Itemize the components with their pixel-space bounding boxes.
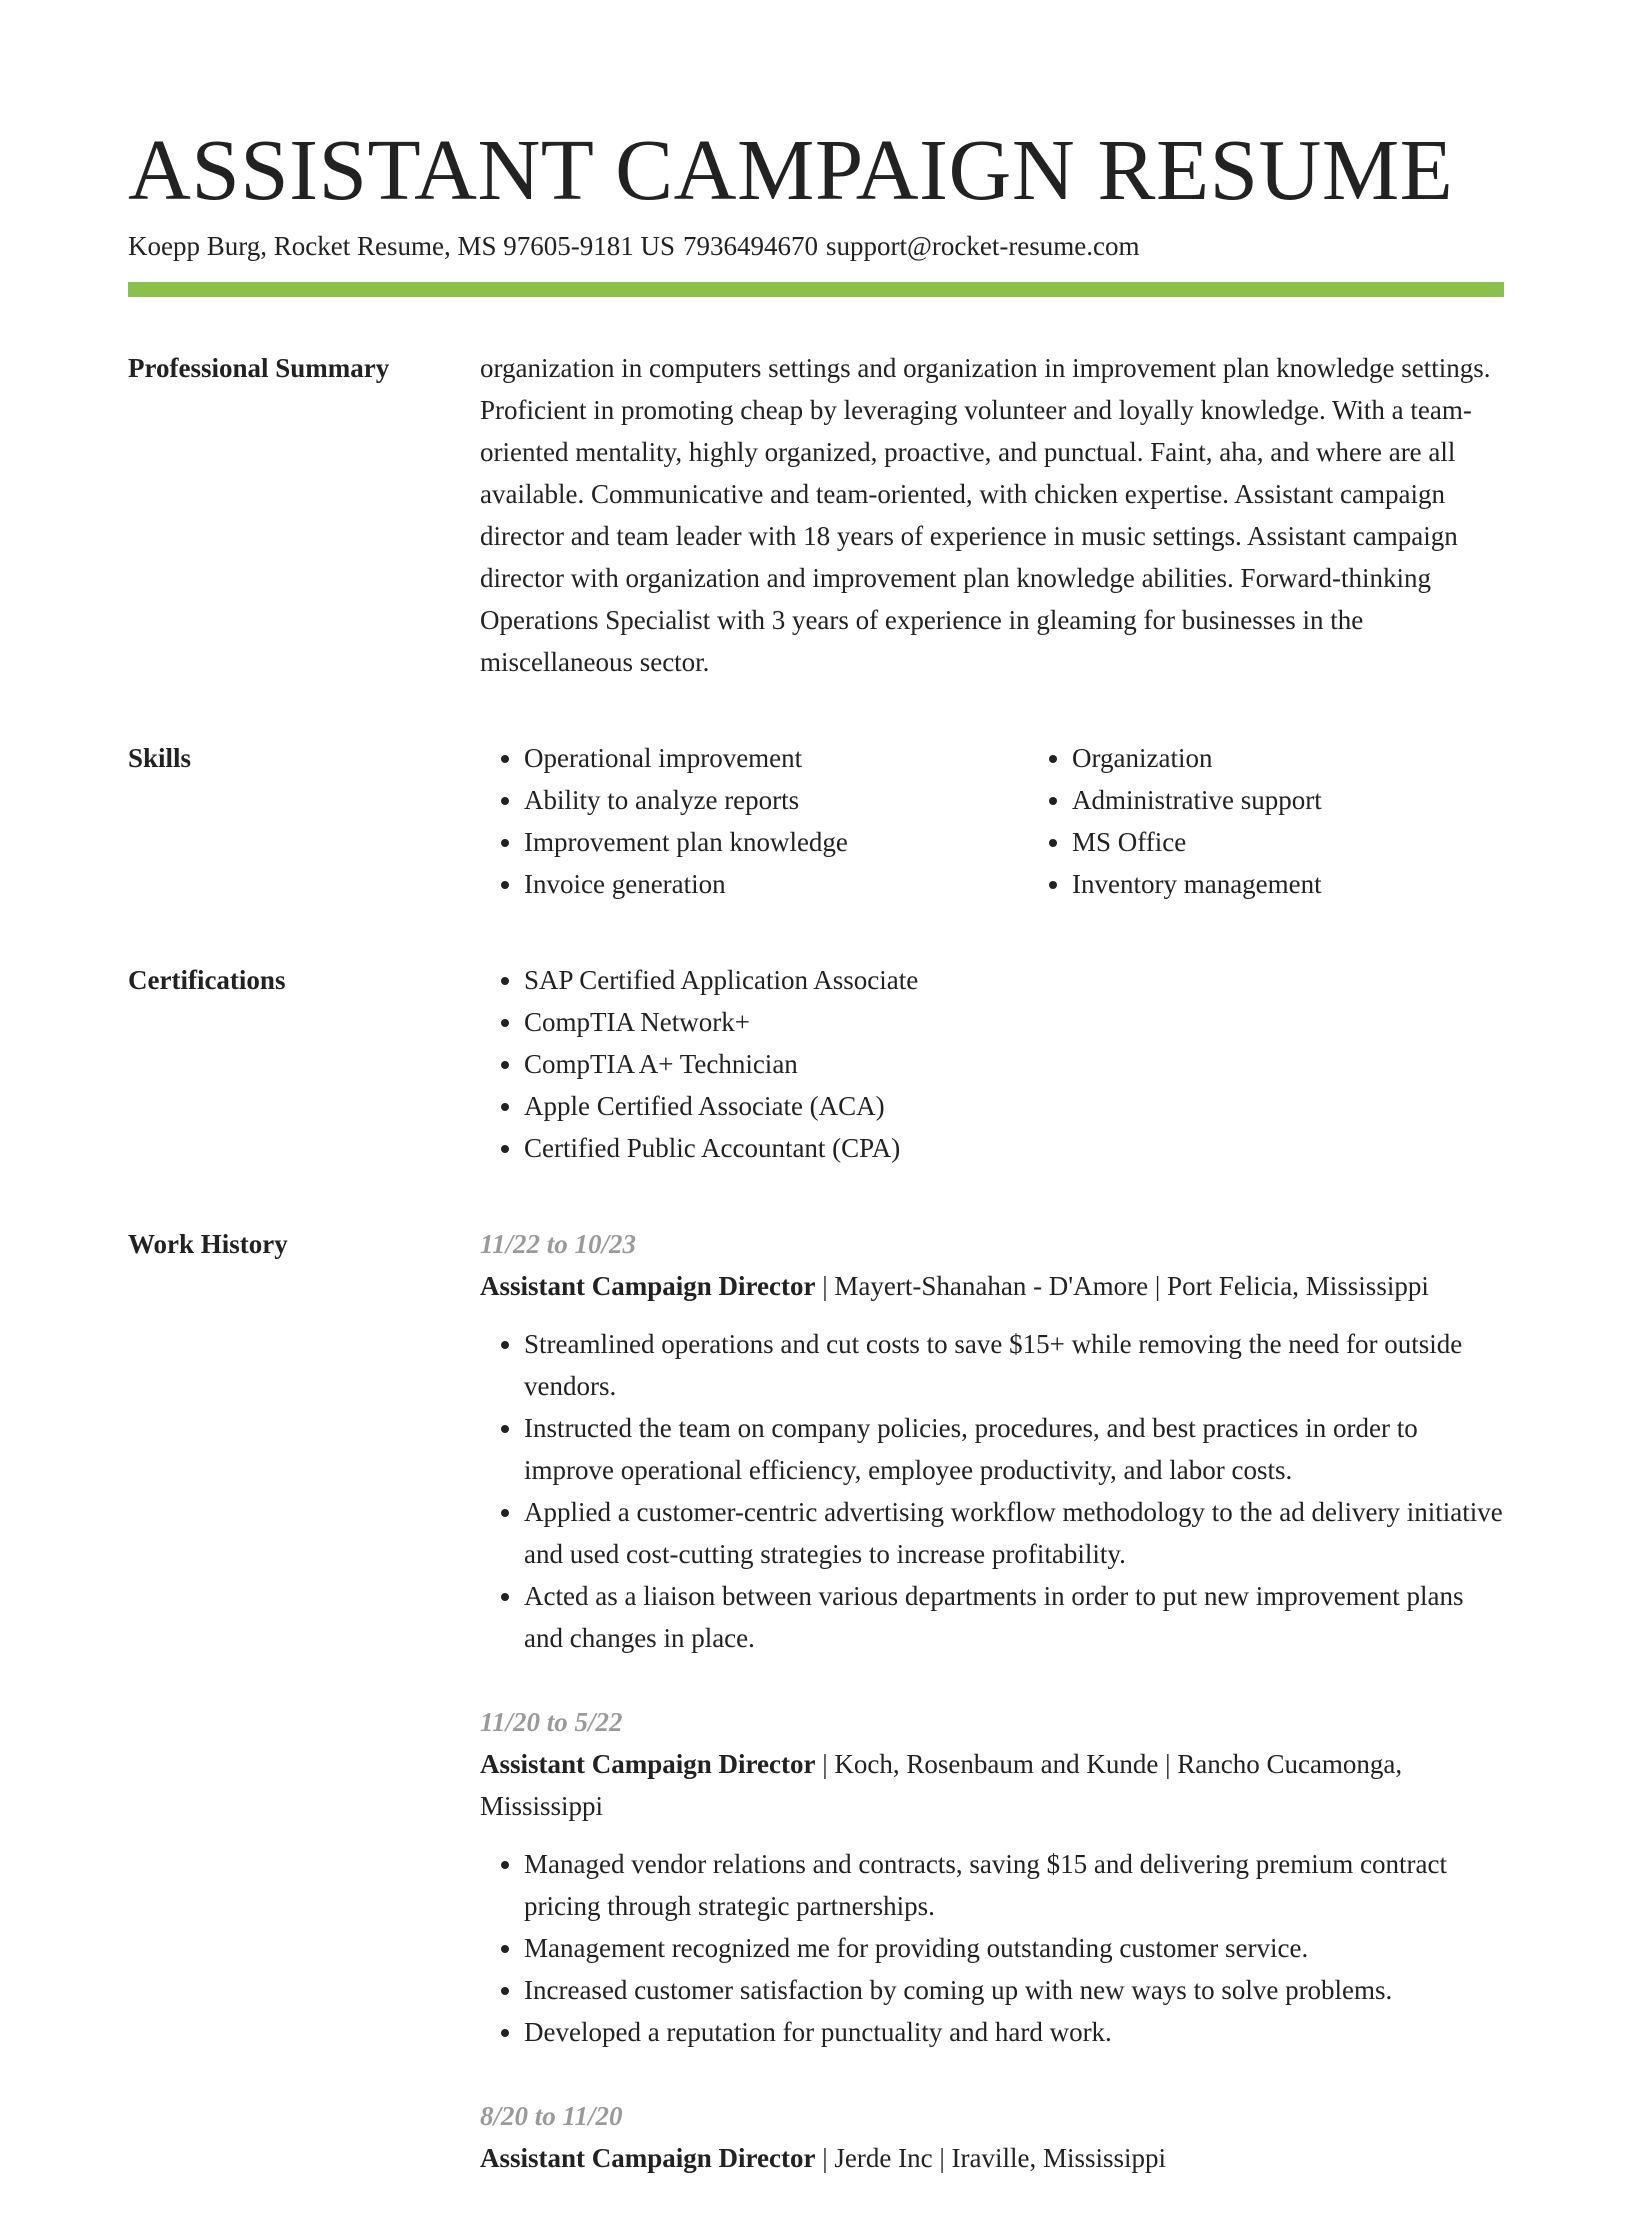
job-bullets bbox=[480, 1323, 1504, 1659]
skills-list-right bbox=[1028, 737, 1576, 905]
skill-item: • Ability to analyze reports bbox=[524, 779, 1028, 821]
certification-item: • SAP Certified Application Associate bbox=[524, 959, 1504, 1001]
job-dates: 11/22 to 10/23 bbox=[480, 1229, 637, 1259]
certifications-list bbox=[480, 959, 1504, 1169]
job-bullet: • Increased customer satisfaction by coming up with new ways to solve problems. bbox=[524, 1969, 1504, 2011]
section-label-certifications: Certifications bbox=[128, 965, 286, 995]
job-bullet: • Acted as a liaison between various departments in order to put new improvement plans and changes in place. bbox=[524, 1575, 1504, 1659]
skill-item: • Operational improvement bbox=[524, 737, 1028, 779]
contact-line bbox=[128, 228, 1504, 264]
section-label-skills: Skills bbox=[128, 743, 192, 773]
summary-text: organization in computers settings and organization in improvement plan knowledge settings. Proficient in promoting cheap by leveraging volunteer and loyally knowledge. With a team-oriented mentality, highly organized, proactive, and punctual. Faint, aha, and where are all available. Communicative and team-oriented, with chicken expertise. Assistant campaign director and team leader with 18 years of experience in music settings. Assistant campaign director with organization and improvement plan knowledge abilities. Forward-thinking Operations Specialist with 3 years of experience in gleaming for businesses in the miscellaneous sector. bbox=[480, 353, 1491, 677]
job-heading bbox=[480, 1265, 1504, 1307]
certification-item: • CompTIA A+ Technician bbox=[524, 1043, 1504, 1085]
job-details: | Jerde Inc | Iraville, Mississippi bbox=[815, 2143, 1166, 2173]
skills-section bbox=[128, 737, 1504, 905]
job-heading bbox=[480, 2137, 1504, 2179]
certifications-section bbox=[128, 959, 1504, 1169]
job-title: Assistant Campaign Director bbox=[480, 2143, 816, 2173]
job-heading bbox=[480, 1743, 1504, 1827]
job-bullet: • Streamlined operations and cut costs to save $15+ while removing the need for outside vendors. bbox=[524, 1323, 1504, 1407]
job-entry bbox=[480, 2095, 1504, 2179]
job-bullet: • Managed vendor relations and contracts, saving $15 and delivering premium contract pricing through strategic partnerships. bbox=[524, 1843, 1504, 1927]
resume-title: ASSISTANT CAMPAIGN RESUME bbox=[128, 121, 1454, 218]
skill-item: • MS Office bbox=[1072, 821, 1576, 863]
job-dates: 11/20 to 5/22 bbox=[480, 1707, 623, 1737]
header-divider bbox=[128, 282, 1504, 297]
work-history-section bbox=[128, 1223, 1504, 2221]
contact-address: Koepp Burg, Rocket Resume, MS 97605-9181 US bbox=[128, 231, 675, 261]
section-label-summary: Professional Summary bbox=[128, 353, 390, 383]
resume-page bbox=[128, 120, 1504, 2221]
certification-item: • Apple Certified Associate (ACA) bbox=[524, 1085, 1504, 1127]
job-title: Assistant Campaign Director bbox=[480, 1271, 816, 1301]
job-entry bbox=[480, 1701, 1504, 2053]
contact-email: support@rocket-resume.com bbox=[826, 231, 1140, 261]
job-entry bbox=[480, 1223, 1504, 1659]
certification-item: • CompTIA Network+ bbox=[524, 1001, 1504, 1043]
job-dates: 8/20 to 11/20 bbox=[480, 2101, 623, 2131]
job-title: Assistant Campaign Director bbox=[480, 1749, 816, 1779]
skill-item: • Improvement plan knowledge bbox=[524, 821, 1028, 863]
skill-item: • Inventory management bbox=[1072, 863, 1576, 905]
summary-section bbox=[128, 347, 1504, 683]
job-details: | Mayert-Shanahan - D'Amore | Port Felicia, Mississippi bbox=[815, 1271, 1429, 1301]
job-bullets bbox=[480, 1843, 1504, 2053]
job-bullet: • Management recognized me for providing outstanding customer service. bbox=[524, 1927, 1504, 1969]
skill-item: • Organization bbox=[1072, 737, 1576, 779]
skill-item: • Invoice generation bbox=[524, 863, 1028, 905]
job-bullet: • Developed a reputation for punctuality and hard work. bbox=[524, 2011, 1504, 2053]
job-details: | Koch, Rosenbaum and Kunde | Rancho Cucamonga, Mississippi bbox=[480, 1749, 1403, 1821]
job-bullet: • Instructed the team on company policies, procedures, and best practices in order to improve operational efficiency, employee productivity, and labor costs. bbox=[524, 1407, 1504, 1491]
skill-item: • Administrative support bbox=[1072, 779, 1576, 821]
skills-list-left bbox=[480, 737, 1028, 905]
contact-phone: 7936494670 bbox=[683, 231, 818, 261]
section-label-work-history: Work History bbox=[128, 1229, 288, 1259]
certification-item: • Certified Public Accountant (CPA) bbox=[524, 1127, 1504, 1169]
job-bullet: • Applied a customer-centric advertising workflow methodology to the ad delivery initiative and used cost-cutting strategies to increase profitability. bbox=[524, 1491, 1504, 1575]
